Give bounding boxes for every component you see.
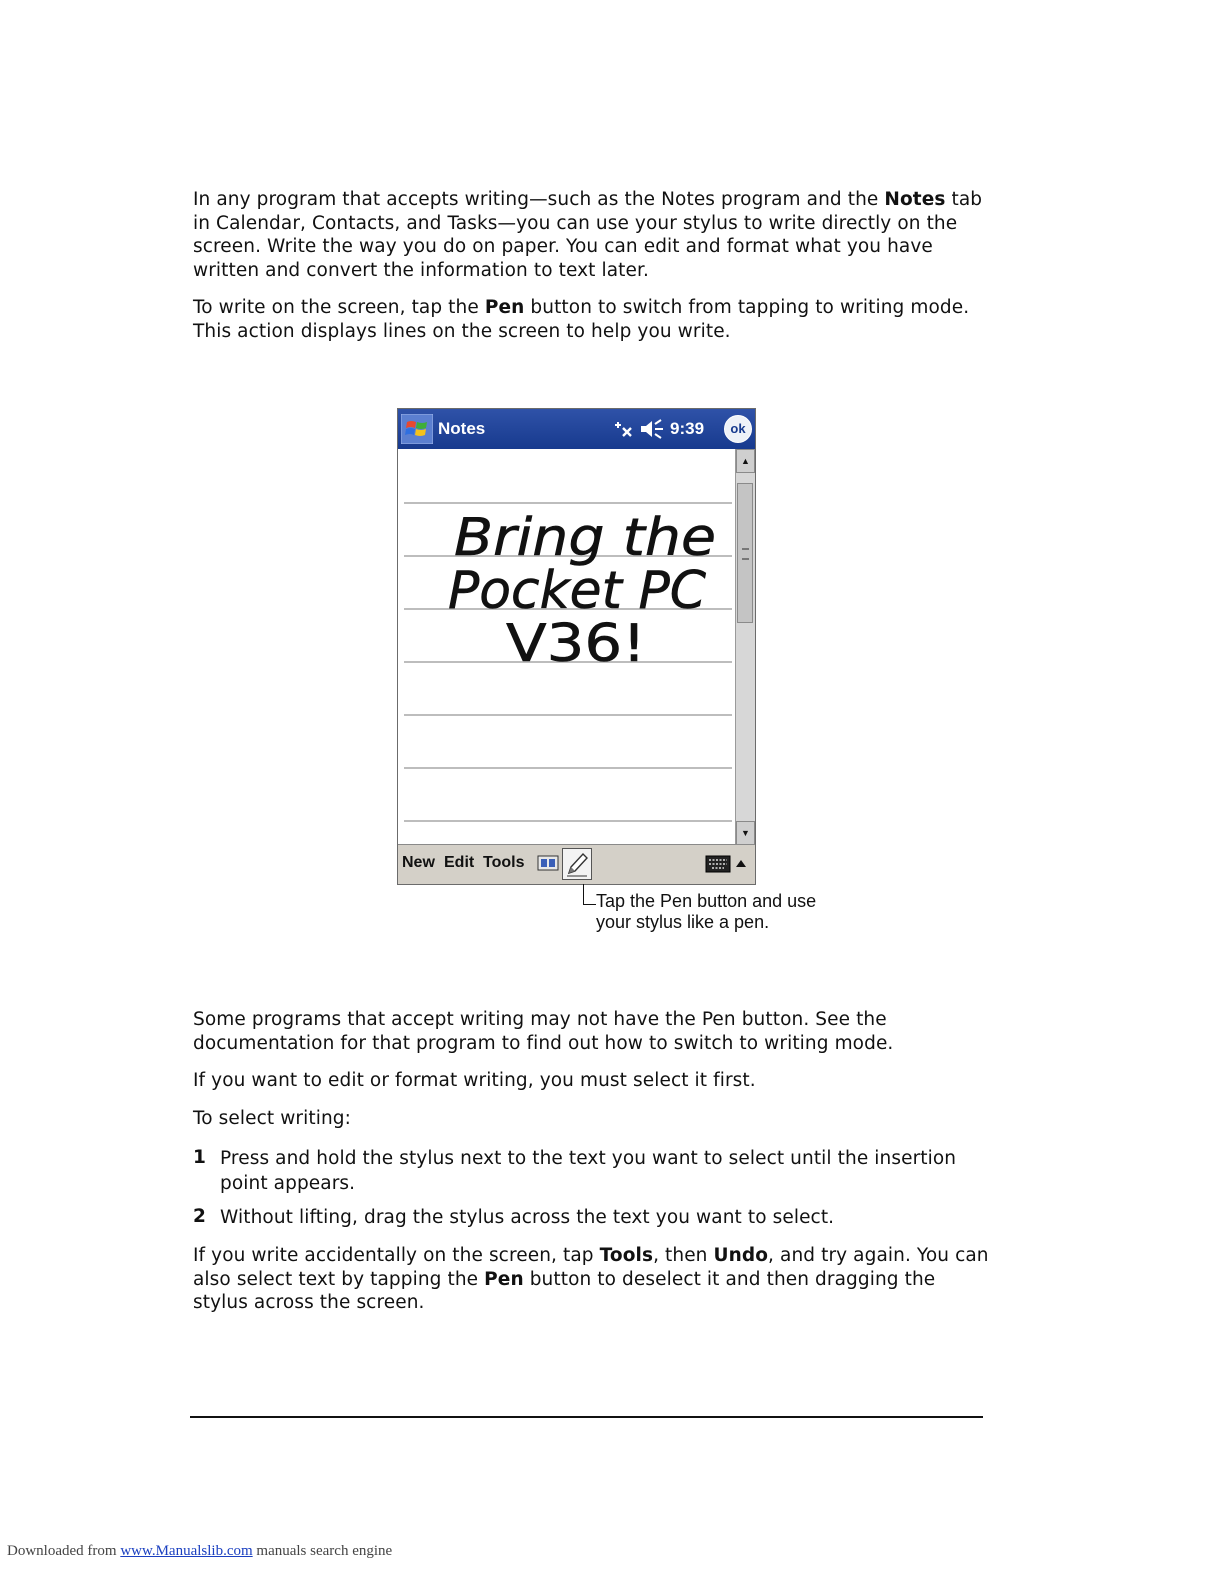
pen-button[interactable]	[562, 848, 592, 880]
text-run: Some programs that accept writing may not have the Pen button. See the documentation for that program to find out how to switch to writing mode.	[193, 1009, 894, 1054]
page-divider	[190, 1416, 983, 1418]
ok-button[interactable]: ok	[724, 415, 752, 443]
input-arrow-icon[interactable]	[734, 857, 748, 869]
text-run: tab in Calendar, Contacts, and Tasks—you can use your stylus to write directly on the screen. Write the way you do on paper. You can edit and format what you have written and convert the information to text later.	[193, 189, 983, 281]
text-run: If you want to edit or format writing, you must select it first.	[193, 1070, 756, 1091]
bold-undo: Undo	[713, 1245, 769, 1266]
pen-availability-paragraph	[193, 1008, 993, 1055]
text-run: To write on the screen, tap the	[193, 297, 485, 318]
download-footer	[7, 1543, 392, 1560]
bold-pen: Pen	[484, 297, 525, 318]
text-run: To select writing:	[193, 1108, 351, 1129]
connectivity-icon[interactable]	[612, 419, 634, 439]
step-text: Without lifting, drag the stylus across the text you want to select.	[220, 1207, 835, 1228]
menu-tools[interactable]: Tools	[483, 854, 525, 871]
scroll-up-button[interactable]: ▲	[736, 449, 755, 473]
clock[interactable]: 9:39	[670, 419, 705, 438]
callout-line-2: your stylus like a pen.	[596, 912, 770, 932]
callout-line-1: Tap the Pen button and use	[596, 891, 817, 911]
bold-tools: Tools	[599, 1245, 654, 1266]
footer-suffix: manuals search engine	[252, 1543, 393, 1559]
handwriting	[398, 449, 734, 845]
text-run: If you write accidentally on the screen, tap	[193, 1245, 600, 1266]
text-run: button to switch from tapping to writing mode. This action displays lines on the screen to help you write.	[193, 297, 970, 342]
menu-edit[interactable]: Edit	[444, 854, 475, 871]
app-title: Notes	[438, 419, 486, 438]
step-number: 2	[193, 1206, 206, 1227]
keyboard-icon[interactable]	[705, 854, 731, 874]
select-first-paragraph	[193, 1069, 993, 1093]
footer-prefix: Downloaded from	[7, 1543, 121, 1559]
text-run: , then	[653, 1245, 714, 1266]
handwriting-line-3: V36!	[506, 614, 646, 674]
step-item	[193, 1205, 993, 1230]
manualslib-link[interactable]: www.Manualslib.com	[120, 1543, 253, 1559]
speaker-icon[interactable]	[639, 419, 665, 439]
text-run: button to deselect it and then dragging the stylus across the screen.	[193, 1268, 936, 1313]
callout-leader-line	[583, 884, 596, 905]
notes-writing-area[interactable]	[398, 449, 734, 845]
menu-bar	[398, 844, 755, 884]
vertical-scrollbar[interactable]	[735, 449, 755, 845]
undo-paragraph	[193, 1244, 993, 1315]
step-number: 1	[193, 1147, 206, 1168]
scroll-down-button[interactable]: ▼	[736, 821, 755, 845]
menu-new[interactable]: New	[402, 854, 435, 871]
bold-pen: Pen	[484, 1268, 524, 1290]
pocket-pc-screen	[397, 408, 756, 885]
step-item	[193, 1146, 993, 1196]
windows-start-icon[interactable]	[401, 414, 433, 444]
select-writing-heading	[193, 1107, 993, 1131]
pen-paragraph	[193, 296, 993, 343]
figure-callout	[596, 891, 856, 933]
handwriting-line-2: Pocket PC	[448, 561, 707, 621]
pen-icon	[563, 849, 591, 879]
text-run: In any program that accepts writing—such as the Notes program and the	[193, 189, 885, 210]
title-bar	[398, 409, 755, 449]
handwriting-line-1: Bring the	[454, 508, 716, 568]
text-run: , and try again. You can also select text by tapping the	[193, 1245, 989, 1290]
step-text: Press and hold the stylus next to the text you want to select until the insertion point appears.	[220, 1148, 957, 1194]
intro-paragraph	[193, 188, 993, 282]
recorder-icon[interactable]	[537, 855, 559, 871]
bold-notes: Notes	[884, 189, 946, 210]
grip-icon	[742, 548, 749, 560]
scroll-thumb[interactable]	[737, 483, 753, 623]
